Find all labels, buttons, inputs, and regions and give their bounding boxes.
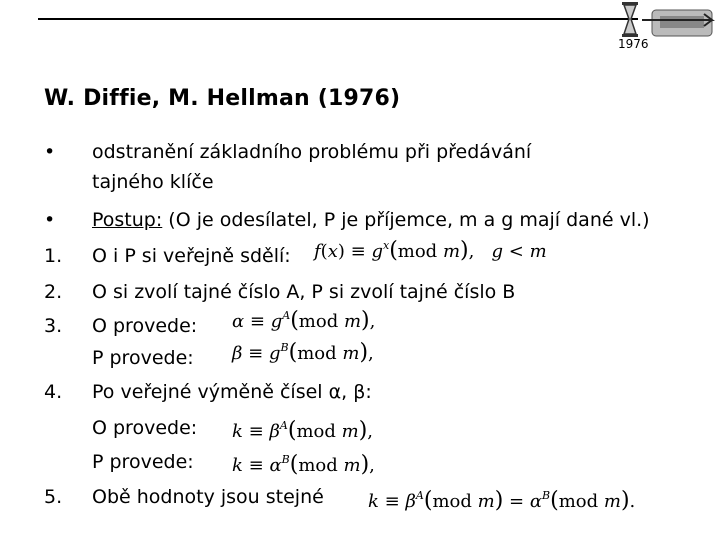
step-number: 3. [44,315,63,337]
formula-public: $f(x) \equiv g^x(mod$ m), g < m [314,238,547,263]
formula-alpha: $\alpha \equiv g^A(mod$ m), [232,308,376,333]
bullet-text-line1: odstranění základního problému při předávání [92,141,532,163]
step-text: P provede: [92,451,194,473]
formula-beta: $\beta \equiv g^B(mod$ m), [232,340,374,365]
step-text: O i P si veřejně sdělí: [92,245,291,267]
slide-title: W. Diffie, M. Hellman (1976) [44,86,401,111]
step-number: 5. [44,486,63,508]
bullet-marker: • [44,141,56,163]
step-text: Po veřejné výměně čísel α, β: [92,381,372,403]
procedure-line [92,209,650,231]
step-number: 1. [44,245,63,267]
step-text: O provede: [92,417,198,439]
step-number: 4. [44,381,63,403]
step-text: O si zvolí tajné číslo A, P si zvolí tajné číslo B [92,281,516,303]
step-text: Obě hodnoty jsou stejné [92,486,324,508]
formula-equal: $k \equiv \beta^A(mod$ $m) = \alpha^B(mod$ m). [368,488,636,513]
header-rule [38,18,638,20]
year-label: 1976 [618,37,649,51]
step-number: 2. [44,281,63,303]
bullet-text-line2: tajného klíče [92,171,214,193]
formula-key-o: $k \equiv \beta^A(mod$ m), [232,418,374,443]
step-text: P provede: [92,347,194,369]
bullet-marker: • [44,209,56,231]
formula-key-p: $k \equiv \alpha^B(mod$ m), [232,452,375,477]
step-text: O provede: [92,315,198,337]
procedure-text: (O je odesílatel, P je příjemce, m a g mají dané vl.) [162,209,650,231]
procedure-lead: Postup: [92,209,163,231]
